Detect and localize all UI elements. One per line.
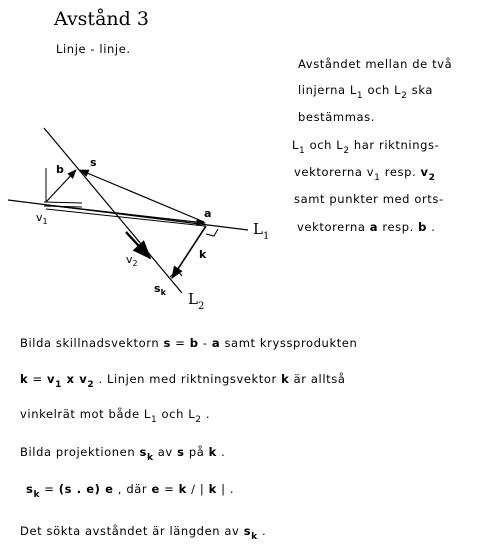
vector-v1-a — [44, 202, 82, 203]
body-paragraph-2: $k = v_1$ x $v_2$ . Linjen med riktningsvektor k är alltså — [20, 372, 346, 390]
label-sk: $s_k$ — [154, 282, 166, 297]
label-b: b — [56, 163, 64, 176]
label-a: a — [204, 207, 212, 220]
label-v2: $v_2$ — [126, 253, 138, 268]
label-v1: $v_1$ — [36, 211, 48, 226]
body-paragraph-4: Bilda projektionen $s_k$ av s på k . — [20, 445, 226, 463]
body-paragraph-3: vinkelrät mot både $L_1$ och $L_2$ . — [20, 407, 211, 425]
label-l2: $L_2$ — [188, 290, 205, 312]
body-paragraph-6: Det sökta avståndet är längden av $s_k$ . — [20, 524, 267, 542]
right-text-line-1: Avståndet mellan de två — [298, 57, 453, 71]
page-title: Avstånd 3 — [54, 8, 149, 30]
right-angle-sk — [170, 270, 182, 277]
label-l1: $L_1$ — [253, 220, 270, 242]
label-s: s — [90, 156, 97, 169]
subtitle: Linje - linje. — [56, 42, 131, 56]
right-text-line-3: bestämmas. — [298, 110, 376, 124]
right-text-line-6: samt punkter med orts- — [294, 192, 444, 206]
label-k: k — [199, 248, 207, 261]
vector-a-shadow — [46, 209, 205, 226]
right-text-line-7: vektorerna a resp. b . — [297, 220, 436, 234]
right-angle-a — [206, 229, 218, 236]
vector-a — [46, 205, 205, 223]
right-text-line-2: linjerna $L_1$ och $L_2$ ska — [298, 83, 434, 101]
body-paragraph-5: $s_k = (s$ . e) e , där e = k / | k | . — [26, 482, 235, 500]
body-paragraph-1: Bilda skillnadsvektorn s = b - a samt kryssprodukten — [20, 336, 358, 350]
right-text-line-4: $L_1$ och $L_2$ har riktnings- — [292, 138, 440, 156]
right-text-line-5: vektorerna $v_1$ resp. $v_2$ — [294, 165, 436, 183]
